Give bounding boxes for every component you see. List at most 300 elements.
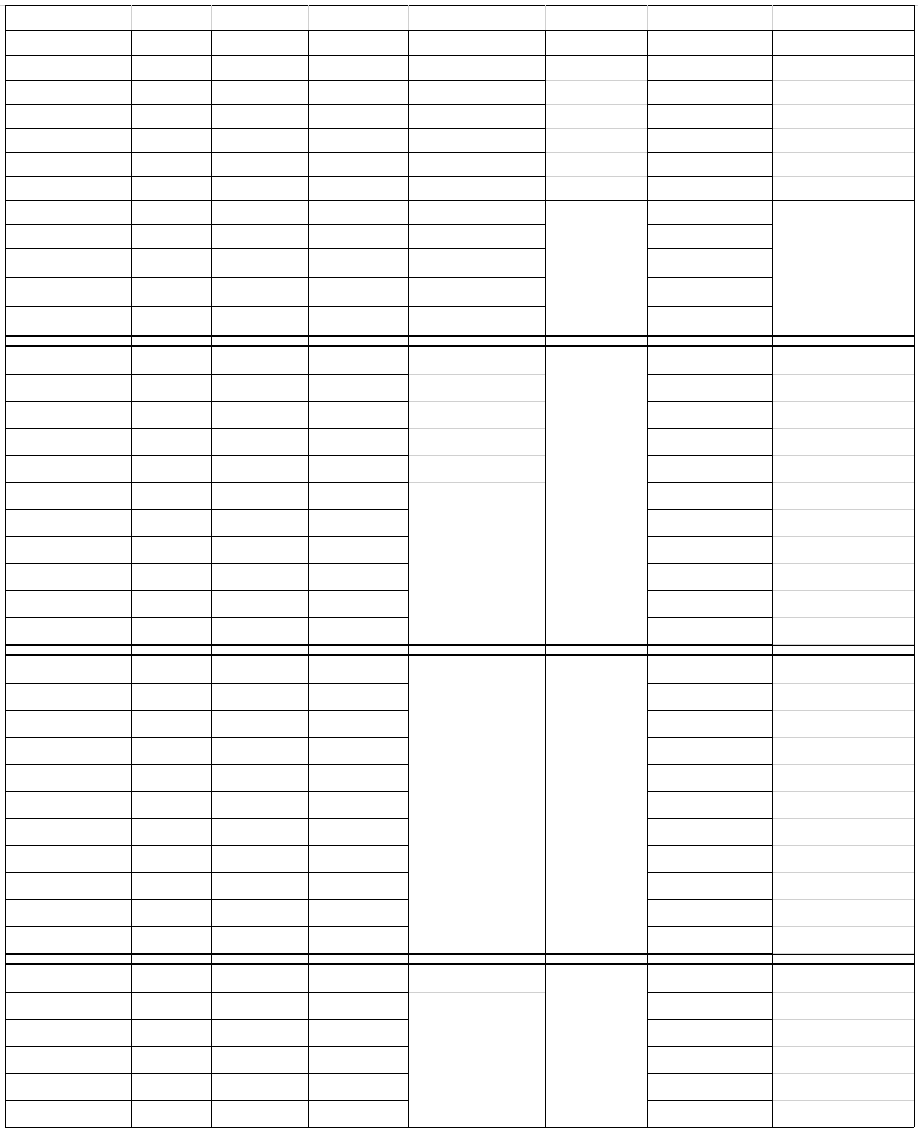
under-construction-value — [408, 428, 545, 455]
grid-line — [5, 455, 408, 456]
grid-line — [647, 30, 648, 1127]
new-starts-value — [211, 128, 308, 152]
grid-line — [772, 1073, 914, 1074]
grid-line — [647, 899, 772, 900]
starts-to-sales-ratio — [647, 482, 772, 509]
grid-line — [5, 224, 408, 225]
sales-value — [131, 737, 211, 764]
row-month-label — [5, 1073, 131, 1100]
new-starts-value — [211, 1073, 308, 1100]
new-starts-value — [211, 176, 308, 200]
grid-line — [5, 200, 408, 201]
row-month-label — [5, 1100, 131, 1127]
sales-value — [131, 656, 211, 683]
sales-value — [131, 306, 211, 335]
grid-line — [647, 428, 772, 429]
grid-line — [5, 277, 408, 278]
column-header-month — [5, 30, 131, 55]
column-header-sales — [131, 30, 211, 55]
inventory-value — [308, 200, 408, 224]
grid-line — [647, 455, 772, 456]
under-construction-value — [408, 104, 545, 128]
grid-line — [647, 224, 772, 225]
sales-value — [131, 899, 211, 926]
sales-value — [131, 277, 211, 306]
row-month-label — [5, 248, 131, 277]
row-month-label — [5, 872, 131, 899]
row-month-label — [5, 455, 131, 482]
new-starts-value — [211, 401, 308, 428]
new-starts-value — [211, 374, 308, 401]
row-month-label — [5, 306, 131, 335]
row-month-label — [5, 152, 131, 176]
new-starts-value — [211, 509, 308, 536]
row-month-label — [5, 764, 131, 791]
grid-line — [5, 152, 408, 153]
grid-line — [5, 1127, 914, 1128]
grid-line — [647, 992, 772, 993]
new-starts-value — [211, 152, 308, 176]
grid-line — [647, 683, 772, 684]
grid-line — [772, 30, 773, 1127]
inventory-value — [308, 536, 408, 563]
under-construction-value — [408, 80, 545, 104]
grid-line — [772, 563, 914, 564]
grid-line — [772, 482, 914, 483]
inventory-value — [308, 1100, 408, 1127]
row-month-label — [5, 176, 131, 200]
new-starts-value — [211, 347, 308, 374]
grid-line — [647, 872, 772, 873]
row-month-label — [5, 926, 131, 953]
column-header-new-land — [545, 30, 647, 55]
new-starts-value — [211, 791, 308, 818]
grid-line — [408, 104, 545, 105]
grid-line — [772, 818, 914, 819]
sales-value — [131, 563, 211, 590]
inventory-value — [308, 277, 408, 306]
grid-line — [647, 152, 772, 153]
starts-to-sales-ratio — [647, 80, 772, 104]
sales-value — [131, 710, 211, 737]
new-starts-value — [211, 992, 308, 1019]
inventory-value — [308, 899, 408, 926]
inventory-value — [308, 926, 408, 953]
grid-line — [772, 374, 914, 375]
grid-line — [5, 992, 408, 993]
grid-line — [772, 710, 914, 711]
row-month-label — [5, 965, 131, 992]
grid-line — [5, 176, 408, 177]
starts-to-sales-ratio — [647, 401, 772, 428]
grid-line — [647, 5, 648, 30]
grid-line — [408, 224, 545, 225]
sales-value — [131, 1019, 211, 1046]
grid-line — [772, 953, 914, 954]
starts-to-sales-ratio — [647, 455, 772, 482]
grid-line — [408, 992, 545, 993]
sales-value — [131, 428, 211, 455]
new-starts-value — [211, 277, 308, 306]
grid-line — [408, 277, 545, 278]
sales-value — [131, 104, 211, 128]
under-construction-value — [408, 176, 545, 200]
starts-to-sales-ratio — [647, 656, 772, 683]
new-starts-value — [211, 306, 308, 335]
inventory-value — [308, 683, 408, 710]
sales-value — [131, 128, 211, 152]
grid-line — [5, 710, 408, 711]
grid-line — [772, 617, 914, 618]
grid-line — [5, 953, 408, 954]
sales-value — [131, 509, 211, 536]
grid-line — [408, 5, 409, 30]
inventory-value — [308, 737, 408, 764]
grid-line — [408, 401, 545, 402]
sales-value — [131, 224, 211, 248]
grid-line — [772, 764, 914, 765]
new-starts-value — [211, 482, 308, 509]
grid-line — [5, 5, 6, 30]
grid-line — [914, 5, 915, 30]
starts-to-sales-ratio — [647, 1100, 772, 1127]
grid-line — [647, 563, 772, 564]
column-header-starts — [211, 30, 308, 55]
new-starts-value — [211, 845, 308, 872]
starts-to-sales-ratio — [647, 872, 772, 899]
under-construction-value — [408, 56, 545, 80]
starts-to-sales-ratio — [647, 1019, 772, 1046]
inventory-value — [308, 56, 408, 80]
grid-line — [408, 200, 545, 201]
starts-to-sales-ratio — [647, 737, 772, 764]
under-construction-value — [408, 347, 545, 374]
sales-value — [131, 1100, 211, 1127]
grid-line — [545, 30, 546, 1127]
grid-line — [5, 374, 408, 375]
new-starts-value — [211, 1046, 308, 1073]
starts-to-sales-ratio — [647, 428, 772, 455]
starts-to-sales-ratio — [647, 1073, 772, 1100]
grid-line — [5, 590, 408, 591]
sales-value — [131, 80, 211, 104]
under-construction-value — [408, 152, 545, 176]
grid-line — [647, 1100, 772, 1101]
grid-line — [5, 683, 408, 684]
grid-line — [772, 176, 914, 177]
under-construction-value — [408, 965, 545, 992]
grid-line — [545, 176, 647, 177]
under-construction-value — [408, 374, 545, 401]
under-construction-value — [408, 224, 545, 248]
grid-line — [772, 509, 914, 510]
new-starts-value — [211, 1100, 308, 1127]
inventory-value — [308, 617, 408, 644]
grid-line — [647, 818, 772, 819]
inventory-value — [308, 965, 408, 992]
grid-line — [408, 306, 545, 307]
grid-line — [647, 791, 772, 792]
row-month-label — [5, 818, 131, 845]
grid-line — [647, 401, 772, 402]
grid-line — [647, 1046, 772, 1047]
row-month-label — [5, 128, 131, 152]
grid-line — [772, 104, 914, 105]
grid-line — [5, 737, 408, 738]
grid-line — [647, 176, 772, 177]
grid-line — [545, 152, 647, 153]
grid-line — [772, 926, 914, 927]
under-construction-value — [408, 248, 545, 277]
row-month-label — [5, 791, 131, 818]
inventory-value — [308, 509, 408, 536]
row-month-label — [5, 1046, 131, 1073]
column-header-inventory — [308, 30, 408, 55]
grid-line — [408, 374, 545, 375]
inventory-value — [308, 563, 408, 590]
starts-to-sales-ratio — [647, 1046, 772, 1073]
starts-to-sales-ratio — [647, 617, 772, 644]
new-starts-value — [211, 224, 308, 248]
inventory-value — [308, 1019, 408, 1046]
grid-line — [772, 128, 914, 129]
grid-line — [647, 277, 772, 278]
grid-line — [5, 30, 6, 1127]
row-month-label — [5, 56, 131, 80]
grid-line — [647, 590, 772, 591]
grid-line — [5, 306, 408, 307]
grid-line — [545, 5, 546, 30]
row-month-label — [5, 1019, 131, 1046]
grid-line — [5, 401, 408, 402]
grid-line — [647, 536, 772, 537]
row-month-label — [5, 277, 131, 306]
grid-line — [647, 845, 772, 846]
grid-line — [211, 5, 212, 30]
starts-to-sales-ratio — [647, 683, 772, 710]
sheet-title — [5, 5, 914, 30]
grid-line — [5, 1073, 408, 1074]
new-starts-value — [211, 656, 308, 683]
under-construction-value — [408, 128, 545, 152]
new-starts-value — [211, 104, 308, 128]
sales-value — [131, 926, 211, 953]
grid-line — [5, 104, 408, 105]
inventory-value — [308, 176, 408, 200]
sales-value — [131, 965, 211, 992]
inventory-value — [308, 347, 408, 374]
grid-line — [772, 872, 914, 873]
grid-line — [5, 128, 408, 129]
starts-to-sales-ratio — [647, 710, 772, 737]
grid-line — [647, 482, 772, 483]
sales-value — [131, 590, 211, 617]
new-starts-value — [211, 590, 308, 617]
new-starts-value — [211, 899, 308, 926]
new-starts-value — [211, 965, 308, 992]
new-starts-value — [211, 1019, 308, 1046]
inventory-value — [308, 845, 408, 872]
grid-line — [5, 1100, 408, 1101]
inventory-value — [308, 80, 408, 104]
row-month-label — [5, 737, 131, 764]
sales-value — [131, 401, 211, 428]
starts-to-sales-ratio — [647, 563, 772, 590]
grid-line — [5, 1046, 408, 1047]
new-starts-value — [211, 56, 308, 80]
row-month-label — [5, 80, 131, 104]
grid-line — [647, 1019, 772, 1020]
grid-line — [772, 992, 914, 993]
grid-line — [5, 1019, 408, 1020]
row-month-label — [5, 992, 131, 1019]
under-construction-value — [408, 401, 545, 428]
sales-value — [131, 482, 211, 509]
row-month-label — [5, 401, 131, 428]
row-month-label — [5, 845, 131, 872]
grid-line — [647, 374, 772, 375]
grid-line — [408, 152, 545, 153]
grid-line — [131, 5, 132, 30]
grid-line — [5, 80, 408, 81]
sales-value — [131, 683, 211, 710]
row-month-label — [5, 563, 131, 590]
grid-line — [408, 30, 409, 1127]
inventory-value — [308, 152, 408, 176]
new-starts-value — [211, 536, 308, 563]
starts-to-sales-ratio — [647, 152, 772, 176]
grid-line — [408, 176, 545, 177]
grid-line — [647, 617, 772, 618]
starts-to-sales-ratio — [647, 764, 772, 791]
row-month-label — [5, 104, 131, 128]
starts-to-sales-ratio — [647, 590, 772, 617]
inventory-value — [308, 374, 408, 401]
starts-to-sales-ratio — [647, 926, 772, 953]
grid-line — [772, 644, 914, 645]
grid-line — [647, 710, 772, 711]
grid-line — [772, 428, 914, 429]
grid-line — [5, 899, 408, 900]
grid-line — [772, 683, 914, 684]
starts-to-sales-ratio — [647, 992, 772, 1019]
inventory-value — [308, 482, 408, 509]
row-month-label — [5, 536, 131, 563]
grid-line — [772, 5, 773, 30]
grid-line — [545, 104, 647, 105]
new-starts-value — [211, 872, 308, 899]
grid-line — [408, 128, 545, 129]
sales-value — [131, 845, 211, 872]
grid-line — [647, 509, 772, 510]
starts-to-sales-ratio — [647, 965, 772, 992]
under-construction-value — [408, 200, 545, 224]
new-starts-value — [211, 200, 308, 224]
grid-line — [772, 536, 914, 537]
grid-line — [772, 455, 914, 456]
inventory-value — [308, 306, 408, 335]
sales-value — [131, 455, 211, 482]
starts-to-sales-ratio — [647, 509, 772, 536]
column-header-wip — [408, 30, 545, 55]
grid-line — [647, 764, 772, 765]
new-starts-value — [211, 617, 308, 644]
grid-line — [647, 306, 772, 307]
row-month-label — [5, 428, 131, 455]
inventory-value — [308, 1046, 408, 1073]
grid-line — [772, 590, 914, 591]
grid-line — [5, 563, 408, 564]
grid-line — [772, 791, 914, 792]
sales-value — [131, 374, 211, 401]
grid-line — [5, 617, 408, 618]
row-month-label — [5, 509, 131, 536]
grid-line — [5, 482, 408, 483]
sales-value — [131, 176, 211, 200]
sales-value — [131, 764, 211, 791]
grid-line — [5, 5, 914, 6]
new-starts-value — [211, 683, 308, 710]
sales-value — [131, 347, 211, 374]
inventory-value — [308, 248, 408, 277]
sales-value — [131, 791, 211, 818]
grid-line — [408, 428, 545, 429]
grid-line — [647, 248, 772, 249]
starts-to-sales-ratio — [647, 56, 772, 80]
under-construction-value — [408, 306, 545, 335]
column-header-land-supply — [772, 30, 914, 55]
sales-value — [131, 56, 211, 80]
row-month-label — [5, 683, 131, 710]
sales-value — [131, 152, 211, 176]
starts-to-sales-ratio — [647, 818, 772, 845]
starts-to-sales-ratio — [647, 176, 772, 200]
grid-line — [647, 104, 772, 105]
starts-to-sales-ratio — [647, 224, 772, 248]
grid-line — [772, 899, 914, 900]
inventory-value — [308, 872, 408, 899]
inventory-value — [308, 104, 408, 128]
starts-to-sales-ratio — [647, 200, 772, 224]
grid-line — [5, 644, 408, 645]
new-starts-value — [211, 455, 308, 482]
grid-line — [308, 30, 309, 1127]
grid-line — [772, 1046, 914, 1047]
grid-line — [408, 335, 545, 336]
grid-line — [5, 845, 408, 846]
new-starts-value — [211, 428, 308, 455]
new-starts-value — [211, 764, 308, 791]
starts-to-sales-ratio — [647, 277, 772, 306]
new-starts-value — [211, 80, 308, 104]
grid-line — [647, 953, 772, 954]
new-starts-value — [211, 818, 308, 845]
inventory-value — [308, 764, 408, 791]
starts-to-sales-ratio — [647, 845, 772, 872]
grid-line — [647, 128, 772, 129]
grid-line — [647, 644, 772, 645]
under-construction-value — [408, 455, 545, 482]
grid-line — [772, 1100, 914, 1101]
grid-line — [5, 791, 408, 792]
inventory-value — [308, 224, 408, 248]
row-month-label — [5, 710, 131, 737]
grid-line — [5, 926, 408, 927]
land-supply-ratio-merged-cell — [772, 200, 914, 335]
grid-line — [772, 80, 914, 81]
starts-to-sales-ratio — [647, 374, 772, 401]
starts-to-sales-ratio — [647, 306, 772, 335]
